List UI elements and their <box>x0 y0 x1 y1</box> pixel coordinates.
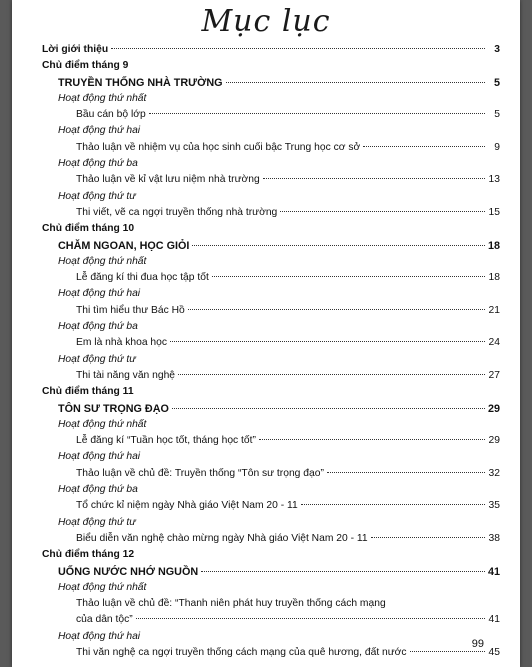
toc-page: 32 <box>488 467 500 479</box>
toc-text: Hoạt động thứ hai <box>58 125 141 137</box>
toc-page: 45 <box>488 646 500 658</box>
toc-item[interactable] <box>42 270 500 286</box>
toc-month-heading <box>42 221 500 237</box>
toc-item[interactable] <box>42 205 500 221</box>
toc-activity-heading <box>42 319 500 335</box>
toc-text: UỐNG NƯỚC NHỚ NGUỒN <box>58 565 199 578</box>
toc-text: Hoạt động thứ tư <box>58 190 136 202</box>
dot-leader <box>371 537 485 538</box>
toc-activity-heading <box>42 352 500 368</box>
toc-page: 29 <box>488 435 500 447</box>
toc-text: Chủ điểm tháng 9 <box>42 60 129 72</box>
toc-item[interactable] <box>42 335 500 351</box>
toc-text: Hoạt động thứ tư <box>58 516 136 528</box>
toc-text: Tổ chức kỉ niệm ngày Nhà giáo Việt Nam 20 - 11 <box>76 500 298 512</box>
toc-page: 13 <box>488 174 500 186</box>
dot-leader <box>259 439 485 440</box>
toc-text: Hoạt động thứ nhất <box>58 418 147 430</box>
toc-activity-heading <box>42 189 500 205</box>
toc-text: Hoạt động thứ ba <box>58 158 138 170</box>
toc-page: 35 <box>488 500 500 512</box>
toc-item-continuation <box>76 612 500 628</box>
toc-text: Hoạt động thứ ba <box>58 321 138 333</box>
toc-text: Biểu diễn văn nghệ chào mừng ngày Nhà giáo Việt Nam 20 - 11 <box>76 532 368 544</box>
toc-month-heading <box>42 547 500 563</box>
toc-month-heading <box>42 384 500 400</box>
toc-theme[interactable] <box>42 238 500 254</box>
toc-text: Chủ điểm tháng 11 <box>42 386 134 398</box>
toc-item[interactable] <box>42 368 500 384</box>
dot-leader <box>280 211 485 212</box>
toc-text: Bầu cán bộ lớp <box>76 109 146 121</box>
toc-text: Em là nhà khoa học <box>76 337 168 349</box>
toc-page: 18 <box>487 239 500 252</box>
toc-text: Hoạt động thứ ba <box>58 484 138 496</box>
toc-text: Thi tài năng văn nghệ <box>76 369 176 381</box>
toc-activity-heading <box>42 515 500 531</box>
toc-page: 27 <box>488 369 500 381</box>
toc-text: Thảo luận về chủ đề: “Thanh niên phát huy truyền thống cách mạng <box>76 598 386 610</box>
dot-leader <box>201 571 485 572</box>
toc-text: CHĂM NGOAN, HỌC GIỎI <box>58 239 190 252</box>
toc-text: Hoạt động thứ tư <box>58 353 136 365</box>
toc-page: 9 <box>494 141 500 153</box>
toc-page: 38 <box>488 532 500 544</box>
toc-text: Hoạt động thứ nhất <box>58 581 147 593</box>
toc-text: Thảo luận về kỉ vật lưu niệm nhà trường <box>76 174 260 186</box>
toc-text: Hoạt động thứ hai <box>58 630 141 642</box>
dot-leader <box>178 374 485 375</box>
document-page <box>12 0 520 667</box>
toc-text: Thi viết, vẽ ca ngợi truyền thống nhà trường <box>76 206 278 218</box>
toc-activity-heading <box>42 286 500 302</box>
toc-text: Chủ điểm tháng 12 <box>42 549 135 561</box>
toc-month-heading <box>42 58 500 74</box>
toc-text: Hoạt động thứ nhất <box>58 255 147 267</box>
toc-activity-heading <box>42 156 500 172</box>
toc-text: của dân tộc” <box>76 614 133 626</box>
toc-theme[interactable] <box>42 564 500 580</box>
toc-activity-heading <box>42 91 500 107</box>
toc-activity-heading <box>42 123 500 139</box>
toc-page: 3 <box>494 44 500 55</box>
toc-text: Hoạt động thứ hai <box>58 288 141 300</box>
toc-theme[interactable] <box>42 401 500 417</box>
dot-leader <box>363 146 485 147</box>
toc-activity-heading <box>42 254 500 270</box>
toc-page: 29 <box>487 402 500 415</box>
page-title: Mục lục <box>201 4 331 39</box>
toc-text: Lời giới thiệu <box>42 44 109 55</box>
toc-page: 41 <box>488 614 500 626</box>
dot-leader <box>327 472 485 473</box>
dot-leader <box>226 82 485 83</box>
toc-text: Thi văn nghệ ca ngợi truyền thống cách mạng của quê hương, đất nước <box>76 646 407 658</box>
toc-text: Lễ đăng kí “Tuần học tốt, tháng học tốt” <box>76 435 256 447</box>
toc-activity-heading <box>42 449 500 465</box>
toc-page: 18 <box>488 272 500 284</box>
dot-leader <box>172 408 485 409</box>
toc-item[interactable] <box>42 172 500 188</box>
toc-item[interactable] <box>42 645 500 661</box>
toc-item[interactable] <box>42 433 500 449</box>
toc-activity-heading <box>42 629 500 645</box>
toc-page: 5 <box>493 76 500 89</box>
toc-item[interactable] <box>42 303 500 319</box>
dot-leader <box>149 113 485 114</box>
toc-item[interactable] <box>42 531 500 547</box>
toc-theme[interactable] <box>42 75 500 91</box>
table-of-contents <box>42 42 500 661</box>
toc-text: Lễ đăng kí thi đua học tập tốt <box>76 272 209 284</box>
toc-page: 21 <box>488 304 500 316</box>
toc-text: Thi tìm hiểu thư Bác Hồ <box>76 304 185 316</box>
toc-page: 15 <box>488 206 500 218</box>
dot-leader <box>410 651 485 652</box>
toc-text: TÔN SƯ TRỌNG ĐẠO <box>58 402 169 415</box>
toc-item[interactable] <box>42 466 500 482</box>
toc-activity-heading <box>42 580 500 596</box>
dot-leader <box>170 341 485 342</box>
toc-text: Thảo luận về chủ đề: Truyền thống “Tôn sư trọng đạo” <box>76 467 324 479</box>
dot-leader <box>111 48 485 49</box>
toc-activity-heading <box>42 417 500 433</box>
toc-text: TRUYỀN THỐNG NHÀ TRƯỜNG <box>58 76 223 89</box>
dot-leader <box>301 504 485 505</box>
toc-item[interactable] <box>42 596 500 629</box>
dot-leader <box>212 276 485 277</box>
toc-activity-heading <box>42 482 500 498</box>
dot-leader <box>192 245 485 246</box>
toc-page: 41 <box>487 565 500 578</box>
dot-leader <box>136 618 485 619</box>
toc-item[interactable] <box>42 140 500 156</box>
toc-text: Thảo luận về nhiệm vụ của học sinh cuối bậc Trung học cơ sở <box>76 141 361 153</box>
toc-page: 24 <box>488 337 500 349</box>
toc-entry-intro[interactable] <box>42 42 500 58</box>
toc-text: Hoạt động thứ hai <box>58 451 141 463</box>
dot-leader <box>263 178 485 179</box>
toc-text: Hoạt động thứ nhất <box>58 92 147 104</box>
dot-leader <box>188 309 485 310</box>
toc-item[interactable] <box>42 498 500 514</box>
toc-page: 5 <box>494 109 500 121</box>
toc-text: Chủ điểm tháng 10 <box>42 223 135 235</box>
page-number: 99 <box>471 638 484 650</box>
toc-item[interactable] <box>42 107 500 123</box>
